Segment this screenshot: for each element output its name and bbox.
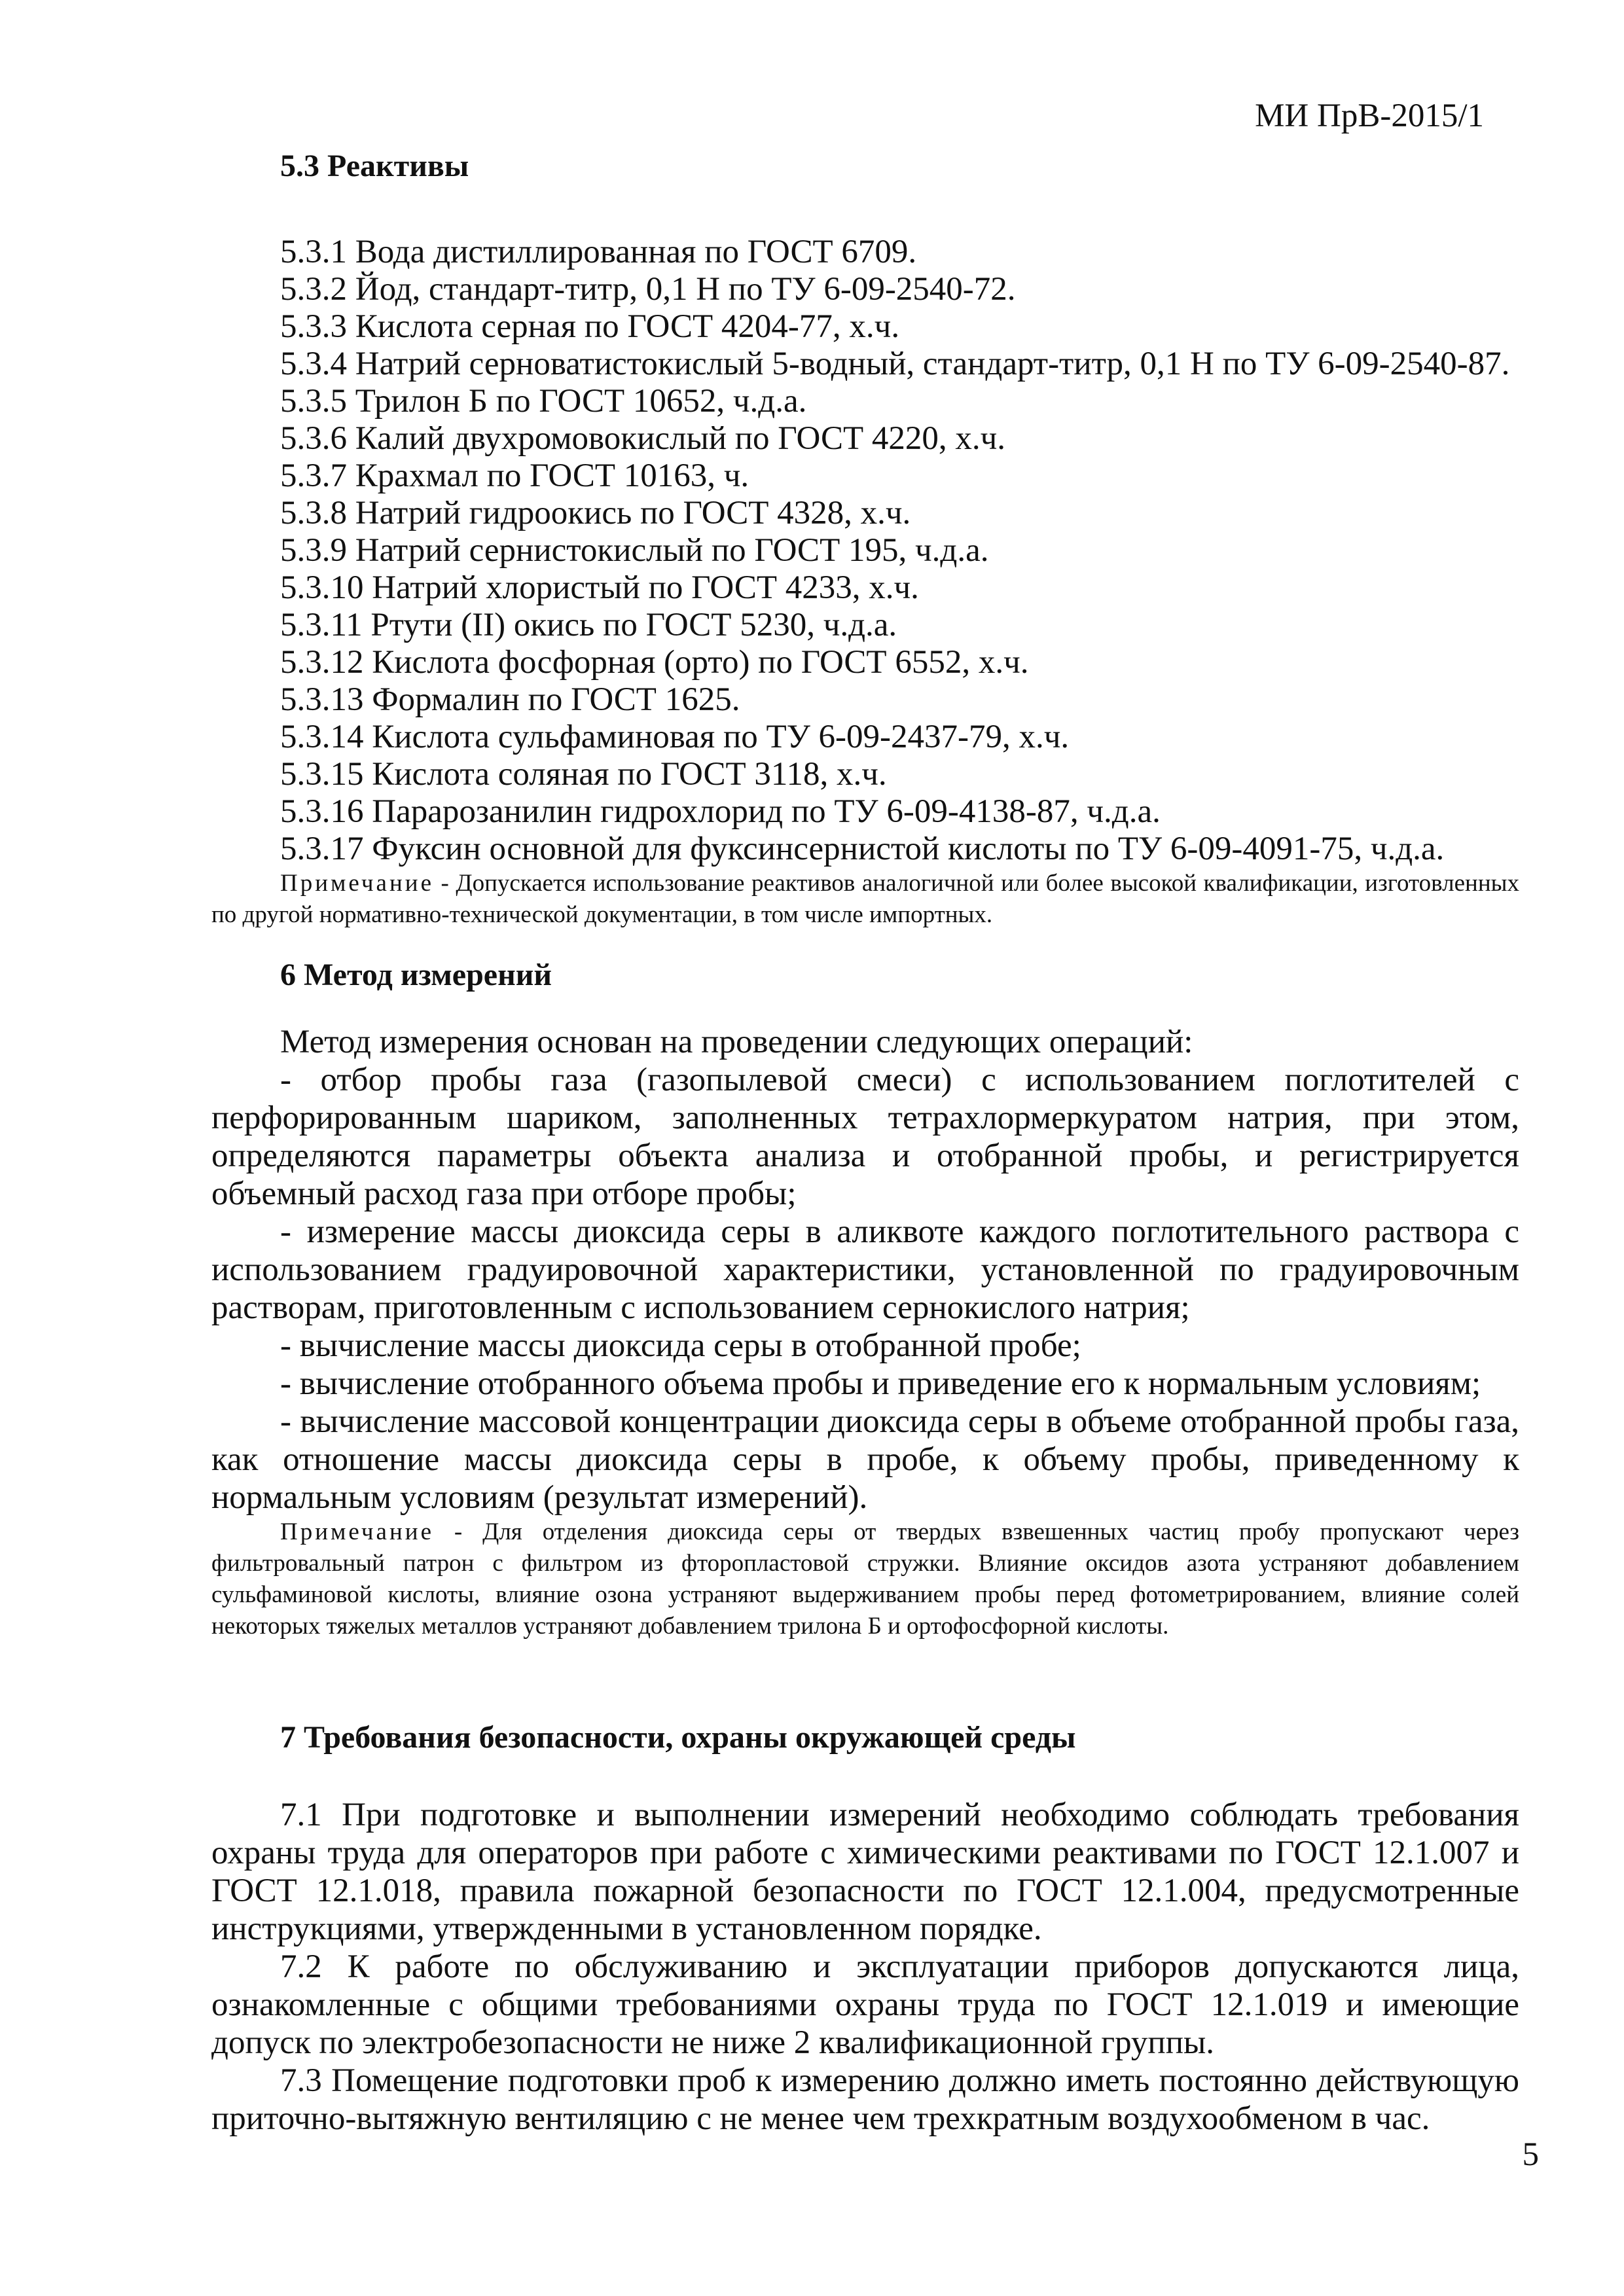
list-item: 5.3.5 Трилон Б по ГОСТ 10652, ч.д.а. [280, 383, 807, 420]
note-text: - Для отделения диоксида серы от твердых взвешенных частиц пробу пропускают через фильтровальный патрон с фильтром из фторопластовой стружки. Влияние оксидов азота устраняют добавлением сульфаминовой кислоты, влияние озона устраняют выдерживанием пробы перед фотометрированием, влияние солей некоторых тяжелых металлов устраняют добавлением трилона Б и ортофосфорной кислоты. [211, 1518, 1519, 1640]
note-6 [211, 1516, 1519, 1642]
reagents-list [211, 234, 1519, 868]
note-text: - Допускается использование реактивов аналогичной или более высокой квалификации, изготовленных по другой нормативно-технической документации, в том числе импортных. [211, 870, 1519, 928]
paragraph: - вычисление массовой концентрации диоксида серы в объеме отобранной пробы газа, как отношение массы диоксида серы в пробе, к объему пробы, приведенному к нормальным условиям (результат измерений). [211, 1403, 1519, 1516]
paragraph: - измерение массы диоксида серы в аликвоте каждого поглотительного раствора с использованием градуировочной характеристики, установленной по градуировочным растворам, приготовленным с использованием сернокислого натрия; [211, 1213, 1519, 1326]
page-content [211, 148, 1519, 2138]
list-item: 5.3.14 Кислота сульфаминовая по ТУ 6-09-2437-79, х.ч. [280, 719, 1070, 755]
list-item: 5.3.17 Фуксин основной для фуксинсернистой кислоты по ТУ 6-09-4091-75, ч.д.а. [280, 831, 1445, 867]
list-item: 5.3.10 Натрий хлористый по ГОСТ 4233, х.ч. [280, 569, 919, 606]
paragraph: - вычисление массы диоксида серы в отобранной пробе; [280, 1327, 1081, 1364]
paragraph: 7.3 Помещение подготовки проб к измерению должно иметь постоянно действующую приточно-вытяжную вентиляцию с не менее чем трехкратным воздухообменом в час. [211, 2062, 1519, 2137]
section-title-6: 6 Метод измерений [280, 958, 552, 992]
section-title-5-3: 5.3 Реактивы [280, 149, 469, 183]
page-number: 5 [1522, 2136, 1539, 2173]
paragraph: 7.1 При подготовке и выполнении измерений необходимо соблюдать требования охраны труда для операторов при работе с химическими реактивами по ГОСТ 12.1.007 и ГОСТ 12.1.018, правила пожарной безопасности по ГОСТ 12.1.004, предусмотренные инструкциями, утвержденными в установленном порядке. [211, 1797, 1519, 1947]
list-item: 5.3.15 Кислота соляная по ГОСТ 3118, х.ч. [280, 756, 887, 793]
list-item: 5.3.3 Кислота серная по ГОСТ 4204-77, х.ч. [280, 308, 900, 345]
list-item: 5.3.6 Калий двухромовокислый по ГОСТ 4220, х.ч. [280, 420, 1006, 457]
list-item: 5.3.13 Формалин по ГОСТ 1625. [280, 681, 740, 718]
list-item: 5.3.4 Натрий серноватистокислый 5-водный, стандарт-титр, 0,1 Н по ТУ 6-09-2540-87. [280, 346, 1510, 382]
paragraph: 7.2 К работе по обслуживанию и эксплуатации приборов допускаются лица, ознакомленные с общими требованиями охраны труда по ГОСТ 12.1.019 и имеющие допуск по электробезопасности не ниже 2 квалификационной группы. [211, 1948, 1519, 2061]
list-item: 5.3.9 Натрий сернистокислый по ГОСТ 195, ч.д.а. [280, 532, 989, 569]
document-code: МИ ПрВ-2015/1 [1255, 98, 1484, 134]
list-item: 5.3.8 Натрий гидроокись по ГОСТ 4328, х.ч. [280, 495, 911, 531]
paragraph: - вычисление отобранного объема пробы и приведение его к нормальным условиям; [280, 1365, 1481, 1402]
list-item: 5.3.7 Крахмал по ГОСТ 10163, ч. [280, 457, 749, 494]
note-label: Примечание [280, 870, 434, 897]
note-label: Примечание [280, 1518, 434, 1545]
list-item: 5.3.2 Йод, стандарт-титр, 0,1 Н по ТУ 6-09-2540-72. [280, 271, 1016, 308]
list-item: 5.3.16 Парарозанилин гидрохлорид по ТУ 6-09-4138-87, ч.д.а. [280, 793, 1161, 830]
note-5-3 [211, 868, 1519, 931]
list-item: 5.3.1 Вода дистиллированная по ГОСТ 6709. [280, 234, 917, 270]
section-title-7: 7 Требования безопасности, охраны окружающей среды [280, 1720, 1076, 1755]
paragraph: Метод измерения основан на проведении следующих операций: [280, 1024, 1193, 1060]
list-item: 5.3.12 Кислота фосфорная (орто) по ГОСТ 6552, х.ч. [280, 644, 1029, 681]
paragraph: - отбор пробы газа (газопылевой смеси) с использованием поглотителей с перфорированным шариком, заполненных тетрахлормеркуратом натрия, при этом, определяются параметры объекта анализа и отобранной пробы, и регистрируется объемный расход газа при отборе пробы; [211, 1062, 1519, 1212]
list-item: 5.3.11 Ртути (II) окись по ГОСТ 5230, ч.д.а. [280, 607, 897, 643]
